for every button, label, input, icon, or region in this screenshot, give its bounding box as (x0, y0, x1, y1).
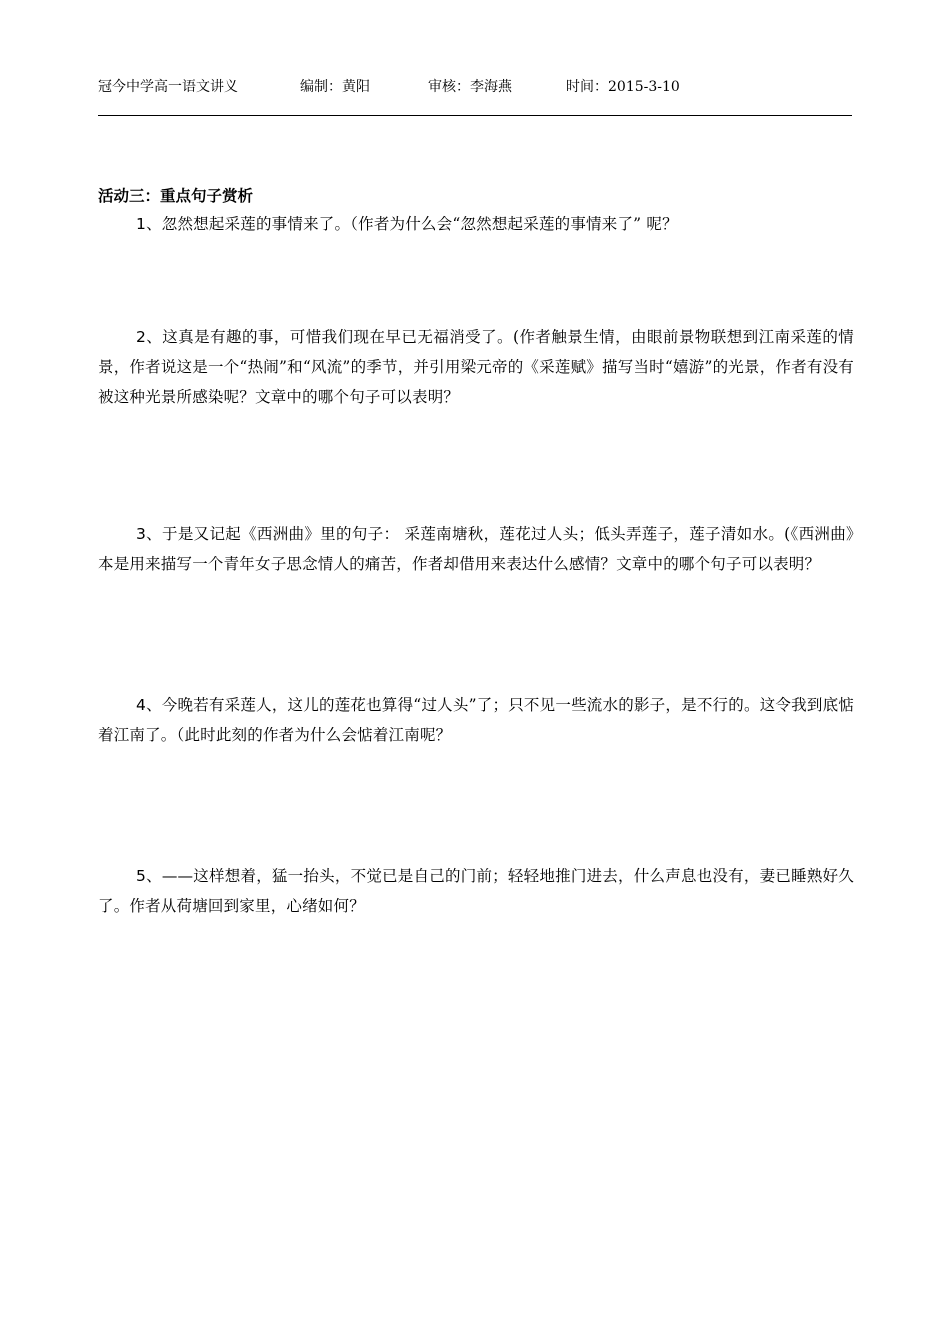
question-text: 、今晚若有采莲人，这儿的莲花也算得“过人头”了；只不见一些流水的影子，是不行的。这令我到底惦着江南了。（此时此刻的作者为什么会惦着江南呢？ (98, 696, 854, 744)
header-school: 冠今中学高一语文讲义 (98, 79, 238, 95)
question-text: 、——这样想着，猛一抬头，不觉已是自己的门前；轻轻地推门进去，什么声息也没有，妻已睡熟好久了。作者从荷塘回到家里，心绪如何？ (98, 867, 854, 915)
question-text: 、这真是有趣的事，可惜我们现在早已无福消受了。(作者触景生情，由眼前景物联想到江南采莲的情景，作者说这是一个“热闹”和“风流”的季节，并引用梁元帝的《采莲赋》描写当时“嬉游”的光景，作者有没有被这种光景所感染呢？文章中的哪个句子可以表明？ (98, 328, 854, 406)
header-divider (98, 115, 852, 116)
question-1 (98, 209, 854, 239)
question-number: 2 (136, 328, 147, 346)
question-text: 、于是又记起《西洲曲》里的句子： 采莲南塘秋，莲花过人头；低头弄莲子，莲子清如水。(《西洲曲》本是用来描写一个青年女子思念情人的痛苦，作者却借用来表达什么感情？文章中的哪个句子可以表明？ (98, 525, 854, 573)
question-number: 3 (136, 525, 147, 543)
question-2 (98, 322, 854, 412)
question-text: 、忽然想起采莲的事情来了。（作者为什么会“忽然想起采莲的事情来了” 呢？ (146, 215, 678, 233)
question-number: 1 (136, 215, 147, 233)
question-number: 5 (136, 867, 147, 885)
question-3 (98, 519, 854, 579)
section-title: 活动三：重点句子赏析 (98, 187, 254, 205)
question-number: 4 (136, 696, 147, 714)
header-editor: 编制：黄阳 (300, 79, 370, 95)
question-5 (98, 861, 854, 921)
question-4 (98, 690, 854, 750)
header-reviewer: 审核：李海燕 (428, 79, 512, 95)
header-date: 时间：2015-3-10 (566, 79, 680, 95)
page-header (98, 76, 852, 98)
